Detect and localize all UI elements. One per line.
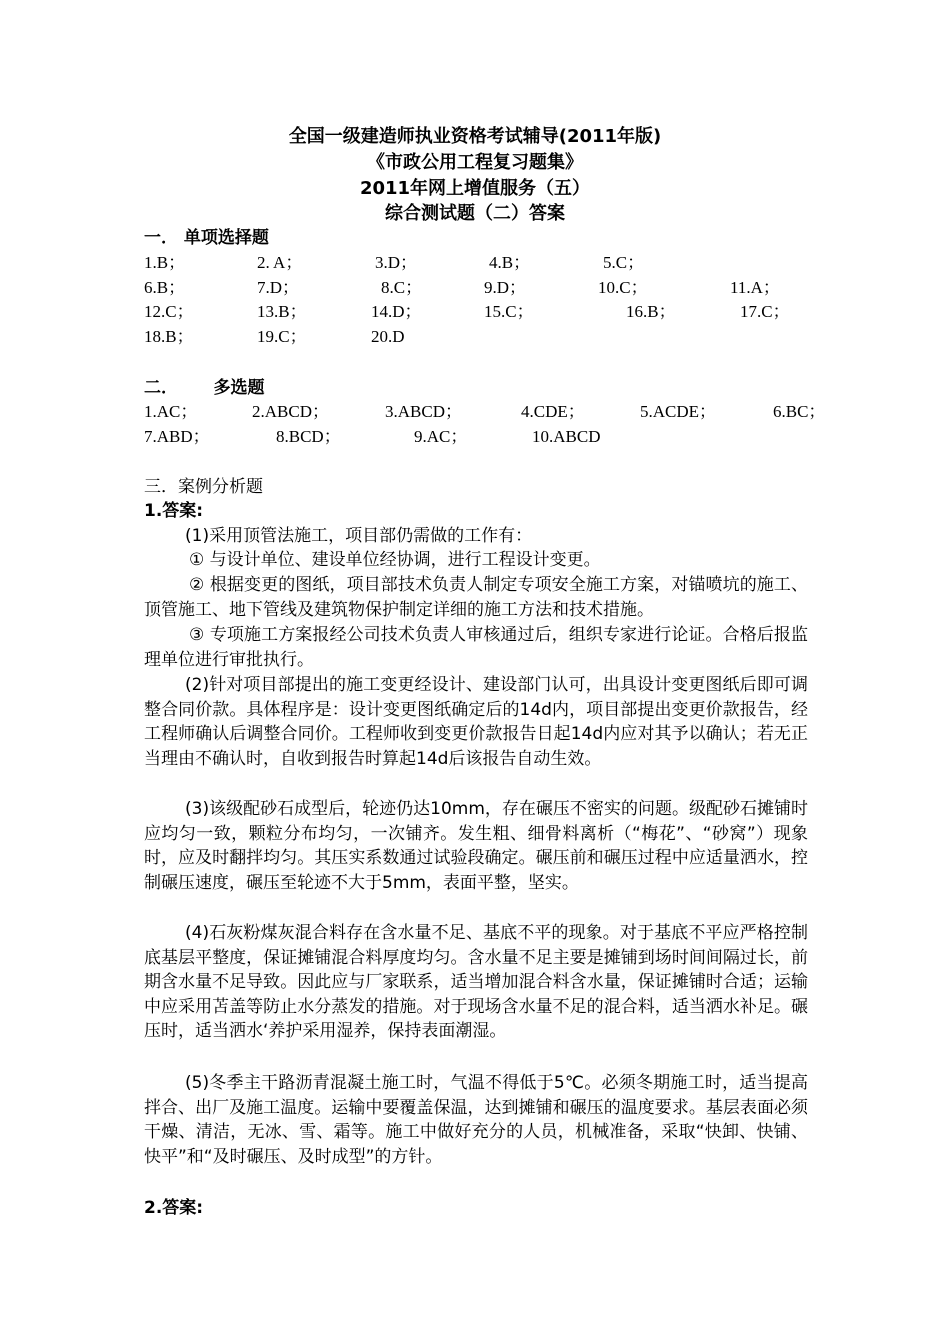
section-2-heading (144, 376, 265, 400)
mc-answer: 3.D； (375, 253, 418, 272)
answer-1-part-1-item-1: ① 与设计单位、建设单位经协调，进行工程设计变更。 (189, 550, 601, 570)
multi-row-1 (0, 400, 950, 424)
mc-answer: 19.C； (257, 327, 307, 346)
mc-answer: 10.C； (598, 278, 648, 297)
answer-1-part-3: (3)该级配砂石成型后，轮迹仍达10mm，存在碾压不密实的问题。级配砂石摊铺时应均匀一致，颗粒分布均匀，一次铺齐。发生粗、细骨料离析（“梅花”、“砂窝”）现象时，应及时翻拌均匀。其压实系数通过试验段确定。碾压前和碾压过程中应适量洒水，控制碾压速度，碾压至轮迹不大于5mm，表面平整，坚实。 (144, 799, 808, 893)
mc-answer: 18.B； (144, 327, 194, 346)
multi-row-2 (0, 425, 950, 449)
mc-answer: 4.B； (489, 253, 531, 272)
mc-answer: 6.B； (144, 278, 186, 297)
section-2-heading-text: 二． 多选题 (144, 378, 265, 398)
multi-answer: 10.ABCD (532, 427, 601, 446)
multi-answer: 1.AC； (144, 402, 198, 421)
mc-answer: 7.D； (257, 278, 300, 297)
mc-answer: 8.C； (381, 278, 423, 297)
mc-answer: 9.D； (484, 278, 527, 297)
mc-row-2 (0, 276, 950, 300)
multi-answer: 8.BCD； (276, 427, 341, 446)
mc-row-1 (0, 251, 950, 275)
mc-answer: 12.C； (144, 302, 194, 321)
multi-answer: 9.AC； (414, 427, 468, 446)
title-line-1: 全国一级建造师执业资格考试辅导(2011年版) (288, 126, 662, 147)
mc-answer: 11.A； (730, 278, 780, 297)
answer-1-part-4: (4)石灰粉煤灰混合料存在含水量不足、基底不平的现象。对于基底不平应严格控制底基层平整度，保证摊铺混合料厚度均匀。含水量不足主要是摊铺到场时间间隔过长，前期含水量不足导致。因此应与厂家联系，适当增加混合料含水量，保证摊铺时合适；运输中应采用苫盖等防止水分蒸发的措施。对于现场含水量不足的混合料，适当洒水补足。碾压时，适当洒水‘养护采用湿养，保持表面潮湿。 (144, 923, 808, 1041)
title-line-2: 《市政公用工程复习题集》 (367, 152, 583, 173)
multi-answer: 5.ACDE； (640, 402, 717, 421)
mc-row-4 (0, 325, 950, 349)
mc-row-3 (0, 300, 950, 324)
mc-answer: 15.C； (484, 302, 534, 321)
multi-answer: 3.ABCD； (385, 402, 462, 421)
answer-1-part-2: (2)针对项目部提出的施工变更经设计、建设部门认可，出具设计变更图纸后即可调整合同价款。具体程序是：设计变更图纸确定后的14d内，项目部提出变更价款报告，经工程师确认后调整合同价。工程师收到变更价款报告日起14d内应对其予以确认；若无正当理由不确认时，自收到报告时算起14d后该报告自动生效。 (144, 675, 808, 769)
section-1-heading-text: 一． 单项选择题 (144, 228, 269, 248)
answer-1-part-1: (1)采用顶管法施工，项目部仍需做的工作有： (185, 526, 533, 546)
mc-answer: 17.C； (740, 302, 790, 321)
answer-1-part-1-item-3: ③ 专项施工方案报经公司技术负责人审核通过后，组织专家进行论证。合格后报监理单位进行审批执行。 (144, 625, 808, 670)
multi-answer: 2.ABCD； (252, 402, 329, 421)
multi-answer: 7.ABD； (144, 427, 210, 446)
mc-answer: 16.B； (626, 302, 676, 321)
mc-answer: 2. A； (257, 253, 303, 272)
mc-answer: 13.B； (257, 302, 307, 321)
multi-answer: 6.BC； (773, 402, 826, 421)
mc-answer: 20.D (371, 327, 405, 346)
section-1-heading (144, 226, 269, 250)
title-line-3: 2011年网上增值服务（五） (359, 178, 591, 199)
mc-answer: 14.D； (371, 302, 422, 321)
mc-answer: 5.C； (603, 253, 645, 272)
title-line-4: 综合测试题（二）答案 (385, 203, 565, 224)
answer-1-part-1-item-2: ② 根据变更的图纸，项目部技术负责人制定专项安全施工方案，对锚喷坑的施工、顶管施工、地下管线及建筑物保护制定详细的施工方法和技术措施。 (144, 575, 808, 620)
multi-answer: 4.CDE； (521, 402, 585, 421)
answer-1-label: 1.答案: (144, 501, 204, 521)
mc-answer: 1.B； (144, 253, 186, 272)
section-3-heading: 三．案例分析题 (144, 477, 263, 497)
answer-1-part-5: (5)冬季主干路沥青混凝土施工时，气温不得低于5℃。必须冬期施工时，适当提高拌合、出厂及施工温度。运输中要覆盖保温，达到摊铺和碾压的温度要求。基层表面必须干燥、清洁，无冰、雪、霜等。施工中做好充分的人员，机械准备，采取“快卸、快铺、快平”和“及时碾压、及时成型”的方针。 (144, 1073, 808, 1167)
answer-2-label: 2.答案: (144, 1198, 204, 1218)
